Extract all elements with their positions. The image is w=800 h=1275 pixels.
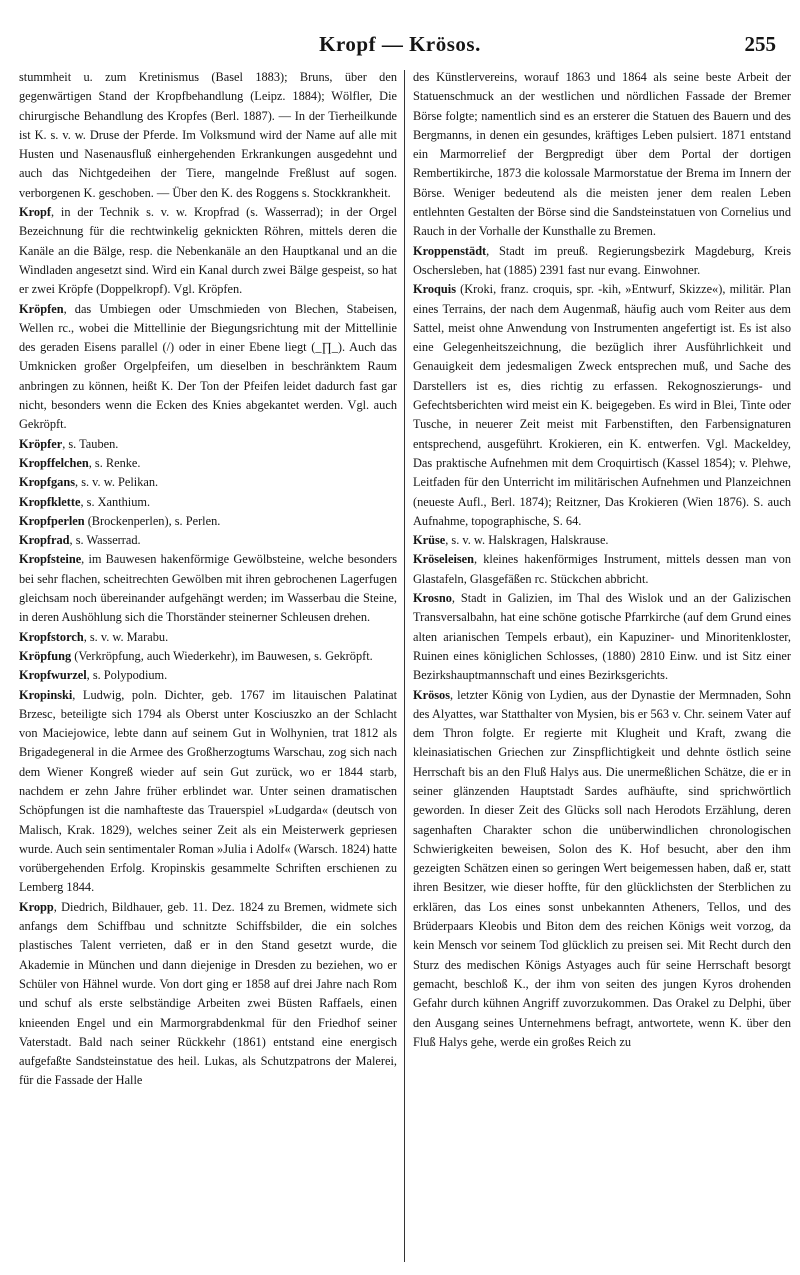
dictionary-entry <box>19 531 397 550</box>
dictionary-entry <box>413 68 791 242</box>
entry-headword: Kropfstorch <box>19 629 84 644</box>
dictionary-entry <box>413 531 791 550</box>
entry-text: , s. Tauben. <box>62 436 119 451</box>
entry-headword: Kroquis <box>413 282 456 297</box>
entry-text: , Ludwig, poln. Dichter, geb. 1767 im litauischen Palatinat Brzesc, beteiligte sich 1794 als Oberst unter Kosciuszko an der Schlacht von Maciejowice, lebte dann auf seinem Gut in Wolhynien, trat 1812 als Brigadegeneral in die Armee des Großherzogtums Warschau, zog sich nach dem Wiener Kongreß wieder auf sein Gut zurück, wo er 1844 starb, nachdem er zehn Jahre früher erblindet war. Unter seinen dramatischen Schöpfungen ist die namhafteste das Trauerspiel »Ludgarda« (deutsch von Malisch, Krak. 1829), welches seiner Zeit als ein Meisterwerk gepriesen wurde. Auch sein sentimentaler Roman »Julia i Adolf« (Warsch. 1824) hatte vorübergehenden Erfolg. Kropinskis gesammelte Schriften erschienen zu Lemberg 1844. <box>19 687 397 895</box>
entry-text: , das Umbiegen oder Umschmieden von Blechen, Stabeisen, Wellen rc., wobei die Mittellinie der Biegungsrichtung mit der Mittellinie des geraden Eisens parallel (/) oder in einer Ebene liegt (_∏_). Auch das Umknicken großer Orgelpfeifen, um dieselben in beschränktem Raum anbringen zu können, heißt K. Der Ton der Pfeifen leidet dadurch fast gar nicht, besonders wenn die Ecken des Knies abgekantet werden. Vgl. auch Gekröpft. <box>19 301 397 432</box>
dictionary-entry <box>19 512 397 531</box>
dictionary-entry <box>413 280 791 531</box>
entry-headword: Kröseleisen <box>413 552 475 567</box>
dictionary-entry <box>19 550 397 627</box>
entry-headword: Kröpfung <box>19 648 72 663</box>
entry-headword: Krösos <box>413 687 451 702</box>
dictionary-entry <box>19 435 397 454</box>
entry-text: , s. v. w. Halskragen, Halskrause. <box>445 533 609 548</box>
dictionary-entry <box>413 550 791 589</box>
left-column <box>19 68 397 1268</box>
dictionary-entry <box>19 686 397 898</box>
dictionary-entry <box>19 493 397 512</box>
entry-text: , Diedrich, Bildhauer, geb. 11. Dez. 1824 zu Bremen, widmete sich anfangs dem Schiffbau und schnitzte Schiffsbilder, die ein solches plastisches Talent verrieten, daß er in den Stand gesetzt wurde, die Akademie in München und dann diejenige in Dresden zu beziehen, wo er Schüler von Hähnel wurde. Von dort ging er 1858 auf drei Jahre nach Rom und schuf als erste selbständige Arbeiten zwei Büsten Raffaels, einen knieenden Engel und ein Marmorgrabdenkmal für den Friedhof seiner Vaterstadt. Bald nach seiner Rückkehr (1861) entstand eine energisch aufgefaßte Sandsteinstatue des heil. Lukas, als Schutzpatrons der Malerei, für die Fassade der Halle <box>19 899 397 1088</box>
dictionary-entry <box>19 666 397 685</box>
entry-headword: Kropinski <box>19 687 73 702</box>
entry-text: (Verkröpfung, auch Wiederkehr), im Bauwesen, s. Gekröpft. <box>71 648 373 663</box>
dictionary-entry <box>19 68 397 203</box>
entry-text: stummheit u. zum Kretinismus (Basel 1883); Bruns, über den gegenwärtigen Stand der Kropfbehandlung (Leipz. 1884); Wölfler, Die chirurgische Behandlung des Kropfes (Berl. 1887). — In der Tierheilkunde ist K. s. v. w. Druse der Pferde. Im Volksmund wird der Name auf alle mit Husten und Nasenausfluß einhergehenden Erkrankungen ausgedehnt und auch das Nichtgedeihen der Tiere, mangelnde Freßlust auf sogen. verborgenen K. geschoben. — Über den K. des Roggens s. Stockkrankheit. <box>19 70 397 200</box>
dictionary-entry <box>19 647 397 666</box>
entry-text: des Künstlervereins, worauf 1863 und 1864 als seine beste Arbeit der Statuenschmuck an der westlichen und nördlichen Fassade der Bremer Börse folgte; namentlich sind es an ersterer die Statuen des Bauern und des Bergmanns, in denen ein gesundes, kräftiges Leben pulsiert. 1871 entstand ein Marmorrelief der Bergpredigt über dem Portal der dortigen Rembertikirche, 1873 die kolossale Marmorstatue der Brema im Innern der Börse. Weniger bedeutend als die meisten jener dem realen Leben entlehnten Gestalten der Börse sind die Sandsteinstatuen von Cornelius und Rauch in der Vorhalle der Kunsthalle zu Bremen. <box>413 70 791 239</box>
dictionary-entry <box>19 628 397 647</box>
page-header <box>0 22 800 66</box>
entry-headword: Kropfsteine <box>19 552 82 567</box>
entry-headword: Krüse <box>413 533 446 548</box>
entry-text: , s. v. w. Pelikan. <box>75 475 159 490</box>
dictionary-entry <box>413 589 791 685</box>
entry-headword: Kröpfen <box>19 301 64 316</box>
running-title: Kropf — Krösos. <box>319 32 481 56</box>
entry-text: , s. Renke. <box>88 455 141 470</box>
entry-headword: Kroppenstädt <box>413 243 487 258</box>
dictionary-entry <box>19 454 397 473</box>
entry-text: , letzter König von Lydien, aus der Dynastie der Mermnaden, Sohn des Alyattes, war Statthalter von Mysien, bis er 563 v. Chr. seinem Vater auf dem Thron folgte. Er regierte mit Klugheit und Kraft, zwang die kleinasiatischen Griechen zur Zinspflichtigkeit und dehnte östlich seine Herrschaft bis an den Fluß Halys aus. Die unermeßlichen Schätze, die er in seiner glänzenden Hauptstadt Sardes aufhäufte, sind sprichwörtlich geworden. In dieser Zeit des Glücks soll nach Herodots Erzählung, deren sagenhaften Charakter schon die unüberwindlichen chronologischen Schwierigkeiten beweisen, Solon des K. Hof besucht, aber den ihm gezeigten Schätzen einen so geringen Wert beigemessen haben, daß er, statt ihren Besitzer, wie dieser hoffte, für den glücklichsten der Sterblichen zu erklären, das Los eines sonst unbekannten Atheners, Tellos, und des Brüderpaars Kleobis und Biton dem des reichen Königs weit vorzog, da kein Mensch vor seinem Tod glücklich zu preisen sei. Mit Recht durch den Sturz des medischen Königs Astyages auch für seine Herrschaft besorgt gemacht, beschloß K., der ihm von seiten des jungen Kyros drohenden Gefahr durch kühnen Angriff zuvorzukommen. Das Orakel zu Delphi, über den Ausgang seines Unternehmens befragt, antwortete, wenn K. über den Fluß Halys gehe, werde ein großes Reich zu <box>413 687 791 1049</box>
dictionary-entry <box>19 898 397 1091</box>
dictionary-entry <box>413 686 791 1053</box>
entry-headword: Kropfwurzel <box>19 668 87 683</box>
entry-text: , Stadt im preuß. Regierungsbezirk Magdeburg, Kreis Oschersleben, hat (1885) 2391 fast nur evang. Einwohner. <box>413 243 791 277</box>
entry-headword: Kropfrad <box>19 533 70 548</box>
entry-headword: Krosno <box>413 591 452 606</box>
entry-text: , s. Polypodium. <box>86 668 168 683</box>
entry-text: (Kroki, franz. croquis, spr. -kih, »Entwurf, Skizze«), militär. Plan eines Terrains, der nach dem Augenmaß, häufig auch vom Reiter aus dem Sattel, meist ohne Anwendung von Instrumenten angefertigt ist. Es ist also eine Gelegenheitszeichnung, die bezüglich ihrer Ausführlichkeit und Genauigkeit dem jedesmaligen Zweck entsprechen muß, und Sache des Darstellers ist es, dies richtig zu erfassen. Rekognoszierungs- und Gefechtsberichten wird meist ein K. beigegeben. Es wird in Blei, Tinte oder Tusche, in neuerer Zeit meist mit Farbenstiften, den Farbensignaturen entsprechend, ausgeführt. Krokieren, ein K. entwerfen. Vgl. Mackeldey, Das praktische Aufnehmen mit dem Croquirtisch (Kassel 1854); v. Plehwe, Leitfaden für den Unterricht im militärischen Aufnehmen und Planzeichnen (neueste Aufl., Berl. 1874); Reitzner, Das Krokieren (Wien 1876). S. auch Aufnahme, topographische, S. 64. <box>413 282 791 528</box>
entry-text: , s. Wasserrad. <box>69 533 141 548</box>
entry-headword: Kropfgans <box>19 475 76 490</box>
entry-text: , in der Technik s. v. w. Kropfrad (s. Wasserrad); in der Orgel Bezeichnung für die rechtwinkelig geknickten Röhren, mittels deren die Kanäle an die Bälge, resp. die Nebenkanäle an den Hauptkanal und an die Windladen angesetzt sind. Wird ein Kanal durch zwei Bälge gespeist, so hat er zwei Kröpfe (Doppelkropf). Vgl. Kröpfen. <box>19 205 397 297</box>
entry-text: , im Bauwesen hakenförmige Gewölbsteine, welche besonders bei sehr flachen, scheitrechten Gewölben mit ihren gebrochenen Lagerfugen gleichsam noch übereinander aufgehängt werden; im Wasserbau die Steine, in deren Aushöhlung sich die Thorständer steinerner Schleusen drehen. <box>19 552 397 625</box>
column-divider <box>404 70 405 1262</box>
entry-text: , s. v. w. Marabu. <box>83 629 169 644</box>
entry-text: , s. Xanthium. <box>80 494 151 509</box>
dictionary-entry <box>19 300 397 435</box>
right-column <box>413 68 791 1268</box>
entry-headword: Kröpfer <box>19 436 63 451</box>
dictionary-entry <box>19 473 397 492</box>
entry-text: , kleines hakenförmiges Instrument, mittels dessen man von Glastafeln, Glasgefäßen rc. Stückchen abbricht. <box>413 552 791 586</box>
page-number: 255 <box>744 32 776 56</box>
dictionary-entry <box>413 242 791 281</box>
entry-headword: Kropffelchen <box>19 455 89 470</box>
entry-text: (Brockenperlen), s. Perlen. <box>84 513 221 528</box>
entry-headword: Kropf <box>19 205 52 220</box>
entry-headword: Kropfperlen <box>19 513 85 528</box>
entry-headword: Kropp <box>19 899 54 914</box>
dictionary-entry <box>19 203 397 299</box>
entry-text: , Stadt in Galizien, im Thal des Wislok und an der Galizischen Transversalbahn, hat eine schöne gotische Pfarrkirche (auf dem Grund eines alten arianischen Tempels erbaut), ein Kapuziner- und Minoritenkloster, Ruinen eines königlichen Schlosses, (1880) 2810 Einw. und ist Sitz einer Bezirkshauptmannschaft und eines Bezirksgerichts. <box>413 591 791 683</box>
entry-headword: Kropfklette <box>19 494 81 509</box>
